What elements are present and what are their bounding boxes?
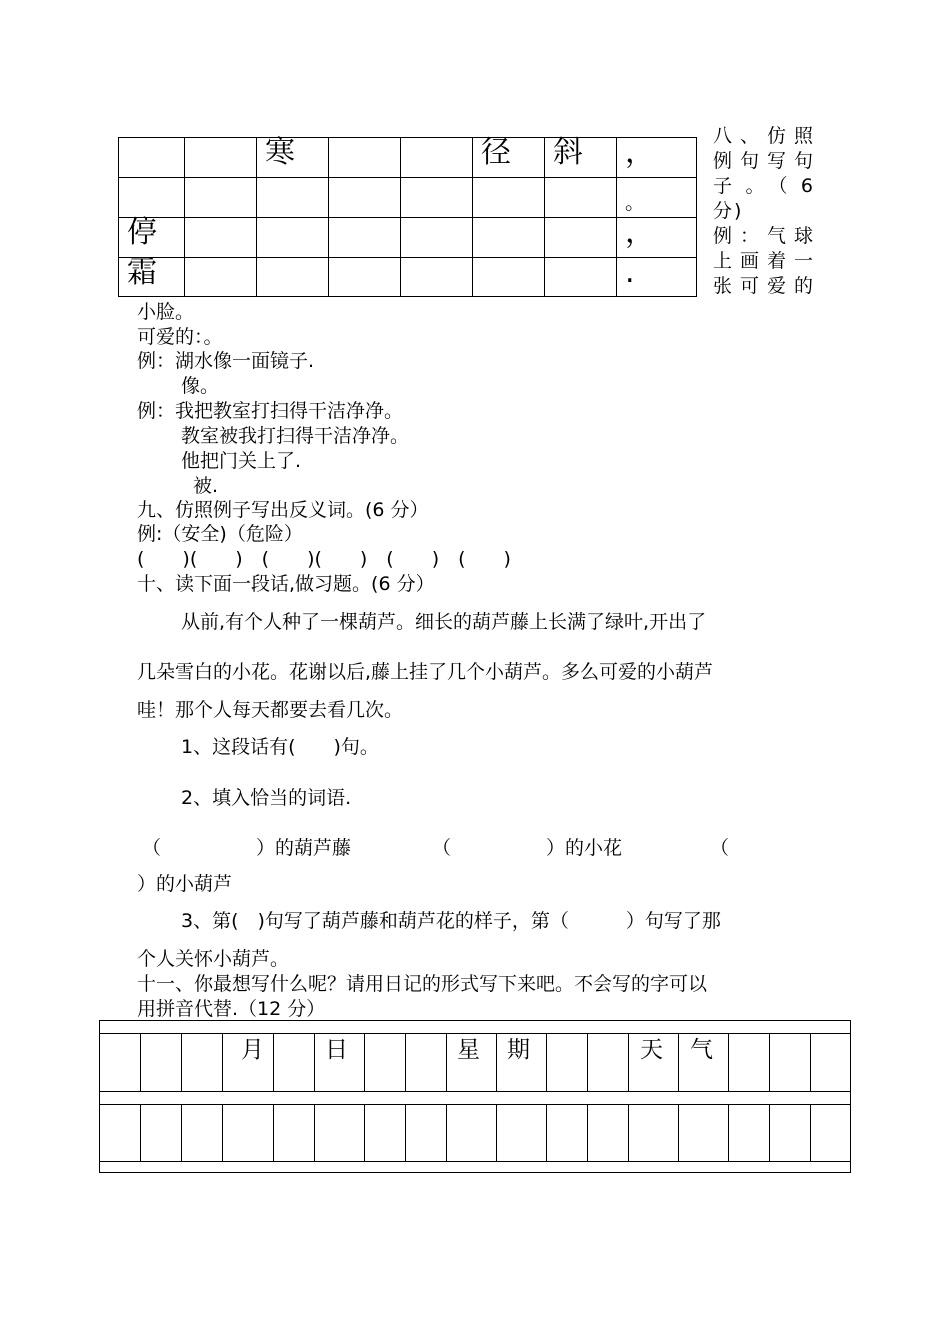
section9-example: 例:（安全)（危险） — [137, 523, 303, 545]
grid-line — [678, 1033, 679, 1091]
section8-line: 张可爱的 — [713, 275, 815, 297]
section11-title: 十一、你最想写什么呢？请用日记的形式写下来吧。不会写的字可以 — [137, 973, 708, 995]
section8-line: 子。（6 — [713, 175, 815, 197]
diary-label-week-1: 星 — [457, 1037, 480, 1063]
grid-line — [100, 1091, 850, 1092]
diary-label-weather-2: 气 — [690, 1037, 713, 1063]
grid-cell: 寒 — [257, 138, 329, 178]
grid-cell — [401, 218, 473, 258]
grid-line — [728, 1104, 729, 1161]
grid-line — [100, 1033, 850, 1034]
section8-line: 上画着一 — [713, 250, 815, 272]
section11-title-cont: 用拼音代替.（12 分） — [137, 998, 326, 1020]
grid-cell — [329, 258, 401, 297]
grid-cell — [119, 138, 185, 178]
section8-line: 分) — [713, 200, 744, 222]
grid-line — [810, 1033, 811, 1091]
grid-cell — [257, 258, 329, 297]
grid-line — [140, 1104, 141, 1161]
section8-example-3b: 教室被我打扫得干洁净净。 — [181, 425, 410, 447]
section8-heading — [713, 124, 815, 299]
grid-line — [810, 1104, 811, 1161]
grid-line — [446, 1033, 447, 1091]
grid-cell — [401, 138, 473, 178]
grid-line — [273, 1033, 274, 1091]
grid-cell — [401, 178, 473, 218]
grid-cell — [257, 178, 329, 218]
grid-cell — [329, 138, 401, 178]
grid-cell: ， — [617, 218, 697, 258]
grid-line — [364, 1104, 365, 1161]
grid-line — [181, 1033, 182, 1091]
grid-line — [628, 1033, 629, 1091]
section10-fill-d: ）的小葫芦 — [137, 873, 233, 895]
section10-title: 十、读下面一段话,做习题。(6 分） — [137, 573, 435, 595]
grid-line — [314, 1033, 315, 1091]
section8-line: 例：气球 — [713, 225, 815, 247]
grid-cell — [185, 258, 257, 297]
grid-cell: ， — [617, 138, 697, 178]
grid-cell — [473, 218, 545, 258]
grid-line — [678, 1104, 679, 1161]
diary-label-week-2: 期 — [507, 1037, 530, 1063]
grid-cell: 停 — [119, 218, 185, 258]
section10-fill-c: （ — [710, 837, 730, 859]
grid-line — [496, 1033, 497, 1091]
grid-cell: 霜 — [119, 258, 185, 297]
grid-line — [405, 1033, 406, 1091]
diary-grid — [99, 1020, 851, 1173]
grid-line — [546, 1033, 547, 1091]
grid-cell — [185, 138, 257, 178]
grid-cell — [545, 218, 617, 258]
section8-example-2: 例：湖水像一面镜子. — [137, 350, 315, 372]
section10-paragraph-line: 从前,有个人种了一棵葫芦。细长的葫芦藤上长满了绿叶,开出了 — [181, 611, 707, 633]
grid-line — [222, 1033, 223, 1091]
section8-question-1: 可爱的：。 — [137, 326, 223, 348]
grid-line — [769, 1104, 770, 1161]
grid-cell — [185, 218, 257, 258]
section10-paragraph-line: 几朵雪白的小花。花谢以后,藤上挂了几个小葫芦。多么可爱的小葫芦 — [137, 661, 714, 683]
grid-line — [587, 1033, 588, 1091]
section8-example-cont: 小脸。 — [137, 301, 195, 323]
grid-line — [181, 1104, 182, 1161]
grid-line — [273, 1104, 274, 1161]
section8-line: 例句写句 — [713, 150, 815, 172]
grid-line — [314, 1104, 315, 1161]
grid-cell — [545, 258, 617, 297]
grid-line — [587, 1104, 588, 1161]
section8-example-3: 例：我把教室打扫得干洁净净。 — [137, 400, 404, 422]
grid-line — [100, 1104, 850, 1105]
grid-cell — [545, 178, 617, 218]
grid-cell — [473, 178, 545, 218]
section10-fill-b: （ ）的小花 — [432, 837, 623, 859]
section10-paragraph-line: 哇！那个人每天都要去看几次。 — [137, 699, 404, 721]
grid-cell: . — [617, 258, 697, 297]
poem-grid — [118, 137, 697, 297]
section10-question-2: 2、填入恰当的词语. — [181, 787, 352, 809]
grid-line — [100, 1161, 850, 1162]
section10-question-1: 1、这段话有( )句。 — [181, 736, 379, 758]
grid-line — [446, 1104, 447, 1161]
grid-line — [405, 1104, 406, 1161]
grid-line — [496, 1104, 497, 1161]
grid-cell — [119, 178, 185, 218]
grid-cell: 。 — [617, 178, 697, 218]
grid-cell — [473, 258, 545, 297]
section8-question-2: 像。 — [181, 375, 220, 397]
grid-cell — [401, 258, 473, 297]
grid-line — [364, 1033, 365, 1091]
section10-question-3: 3、第( )句写了葫芦藤和葫芦花的样子，第（ ）句写了那 — [181, 910, 721, 932]
grid-cell — [329, 178, 401, 218]
grid-cell — [257, 218, 329, 258]
grid-cell: 径 — [473, 138, 545, 178]
grid-line — [769, 1033, 770, 1091]
grid-line — [628, 1104, 629, 1161]
grid-line — [222, 1104, 223, 1161]
grid-cell — [329, 218, 401, 258]
section8-line: 八、仿照 — [713, 125, 815, 147]
grid-cell — [185, 178, 257, 218]
grid-cell: 斜 — [545, 138, 617, 178]
section10-fill-a: （ ）的葫芦藤 — [142, 837, 352, 859]
diary-label-month: 月 — [241, 1037, 264, 1063]
grid-line — [140, 1033, 141, 1091]
diary-label-weather-1: 天 — [640, 1037, 663, 1063]
section8-question-3: 他把门关上了. — [181, 450, 302, 472]
section10-question-3-cont: 个人关怀小葫芦。 — [137, 948, 290, 970]
grid-line — [546, 1104, 547, 1161]
section9-blanks: ( )( ) ( )( ) ( ) ( ) — [137, 548, 511, 570]
diary-label-day: 日 — [325, 1037, 348, 1063]
section8-question-3b: 被. — [193, 475, 219, 497]
grid-line — [728, 1033, 729, 1091]
section9-title: 九、仿照例子写出反义词。(6 分） — [137, 499, 429, 521]
